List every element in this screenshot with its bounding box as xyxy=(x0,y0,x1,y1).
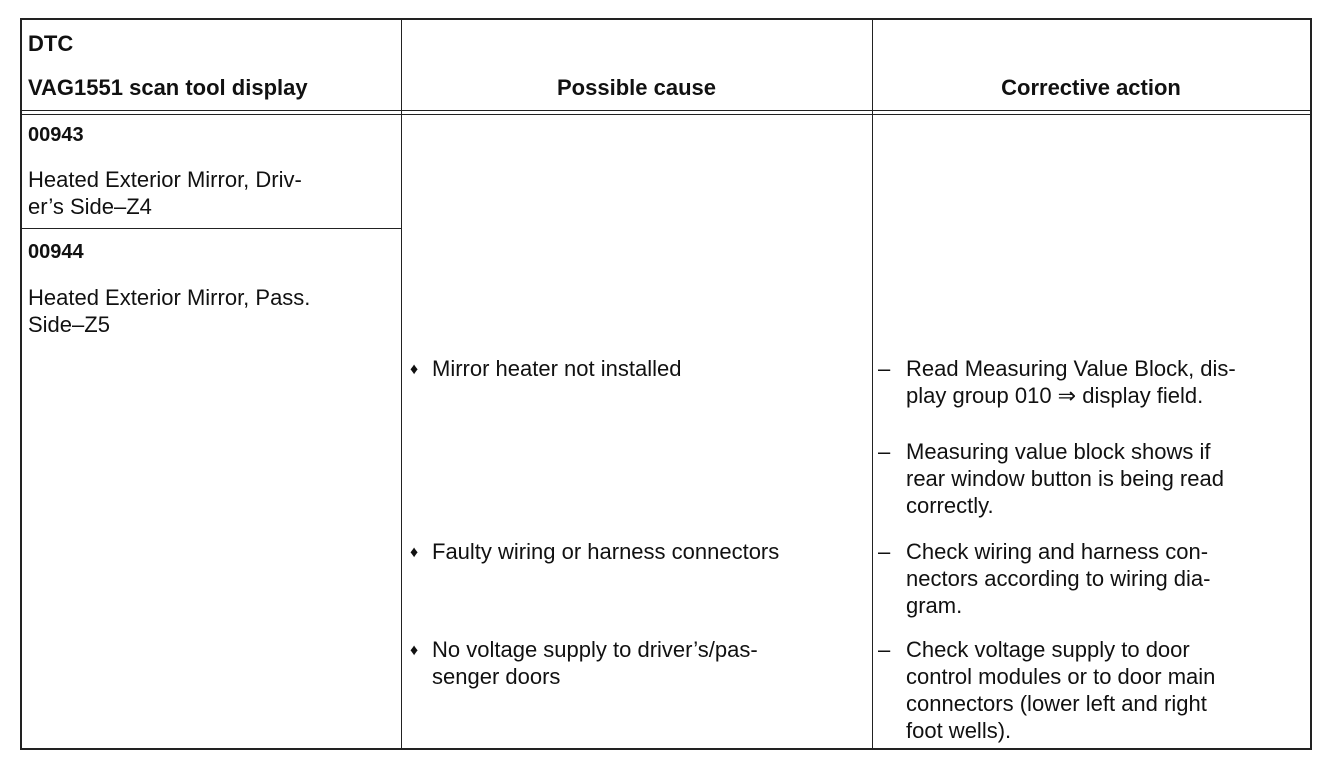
cause-text: No voltage supply to driver’s/pas- senger doors xyxy=(432,637,758,689)
header-possible-cause: Possible cause xyxy=(557,75,716,100)
dtc-description: Heated Exterior Mirror, Pass. Side–Z5 xyxy=(28,285,311,337)
dtc-code: 00944 xyxy=(28,241,84,263)
action-text: Measuring value block shows if rear window button is being read correctly. xyxy=(906,439,1224,518)
cause-item xyxy=(410,538,779,566)
action-item xyxy=(878,636,1215,744)
column-divider-2 xyxy=(872,20,873,748)
cause-item xyxy=(410,355,681,383)
header-divider-double xyxy=(22,114,1310,115)
action-item xyxy=(878,438,1224,519)
dash-icon: – xyxy=(878,439,891,464)
action-text: Check voltage supply to door control modules or to door main connectors (lower left and right foot wells). xyxy=(906,637,1216,743)
action-item xyxy=(878,355,1236,409)
dash-icon: – xyxy=(878,637,891,662)
dtc-row-divider xyxy=(22,228,401,229)
cause-text: Faulty wiring or harness connectors xyxy=(432,539,780,564)
bullet-icon: ♦ xyxy=(410,544,419,561)
dtc-table xyxy=(20,18,1312,750)
action-text: Read Measuring Value Block, dis- play group 010 ⇒ display field. xyxy=(906,356,1236,408)
cause-item xyxy=(410,636,758,690)
header-corrective-action: Corrective action xyxy=(1001,75,1181,100)
header-dtc: DTC xyxy=(28,31,74,56)
dash-icon: – xyxy=(878,356,891,381)
action-text: Check wiring and harness con- nectors according to wiring dia- gram. xyxy=(906,539,1211,618)
cause-text: Mirror heater not installed xyxy=(432,356,682,381)
header-divider xyxy=(22,110,1310,111)
bullet-icon: ♦ xyxy=(410,642,419,659)
dtc-description: Heated Exterior Mirror, Driv- er’s Side–Z4 xyxy=(28,167,302,219)
dtc-code: 00943 xyxy=(28,124,84,146)
dash-icon: – xyxy=(878,539,891,564)
header-scan-tool-display: VAG1551 scan tool display xyxy=(28,75,308,100)
column-divider-1 xyxy=(401,20,402,748)
bullet-icon: ♦ xyxy=(410,361,419,378)
action-item xyxy=(878,538,1210,619)
